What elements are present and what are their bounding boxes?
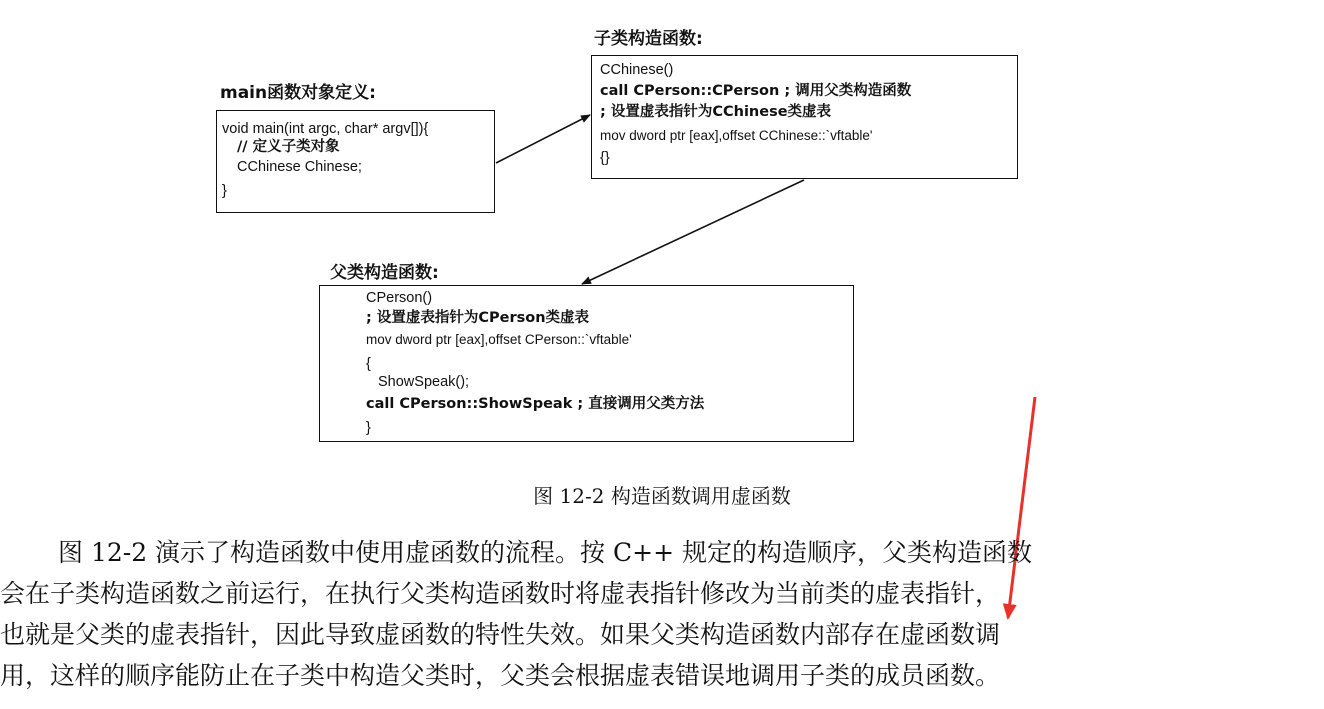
child-line-5: {} xyxy=(600,150,610,166)
child-line-4: mov dword ptr [eax],offset CChinese::`vftable' xyxy=(600,128,873,143)
parent-line-5: ShowSpeak(); xyxy=(378,374,470,390)
parent-ctor-box-title: 父类构造函数: xyxy=(330,263,439,283)
child-line-3: ; 设置虚表指针为CChinese类虚表 xyxy=(600,104,832,120)
paragraph-line-4: 用，这样的顺序能防止在子类中构造父类时，父类会根据虚表错误地调用子类的成员函数。 xyxy=(0,661,1001,690)
figure-caption: 图 12-2 构造函数调用虚函数 xyxy=(533,484,791,508)
arrow-main-to-child-ctor xyxy=(496,115,590,163)
main-box xyxy=(216,110,495,213)
arrow-child-to-parent-ctor xyxy=(582,180,804,284)
child-line-1: CChinese() xyxy=(600,62,674,78)
main-line-4: } xyxy=(222,183,227,199)
parent-line-7: } xyxy=(366,420,371,436)
main-line-3: CChinese Chinese; xyxy=(237,159,362,175)
child-line-2: call CPerson::CPerson ; 调用父类构造函数 xyxy=(600,83,912,99)
child-ctor-box-title: 子类构造函数: xyxy=(594,29,703,49)
main-box-title: main函数对象定义: xyxy=(220,83,376,103)
parent-line-4: { xyxy=(366,356,371,372)
parent-line-2: ; 设置虚表指针为CPerson类虚表 xyxy=(366,310,590,326)
parent-line-3: mov dword ptr [eax],offset CPerson::`vftable' xyxy=(366,332,632,347)
paragraph-line-3: 也就是父类的虚表指针，因此导致虚函数的特性失效。如果父类构造函数内部存在虚函数调 xyxy=(0,620,1001,649)
child-ctor-box xyxy=(591,55,1018,179)
paragraph-line-1: 图 12-2 演示了构造函数中使用虚函数的流程。按 C++ 规定的构造顺序，父类构造函数 xyxy=(58,538,1032,567)
parent-line-1: CPerson() xyxy=(366,290,433,306)
body-paragraph xyxy=(0,532,1324,696)
main-line-1: void main(int argc, char* argv[]){ xyxy=(222,121,429,137)
paragraph-line-2: 会在子类构造函数之前运行，在执行父类构造函数时将虚表指针修改为当前类的虚表指针， xyxy=(0,579,1001,608)
parent-line-6: call CPerson::ShowSpeak ; 直接调用父类方法 xyxy=(366,396,705,412)
main-line-2: // 定义子类对象 xyxy=(237,139,340,155)
parent-ctor-box xyxy=(319,285,854,442)
